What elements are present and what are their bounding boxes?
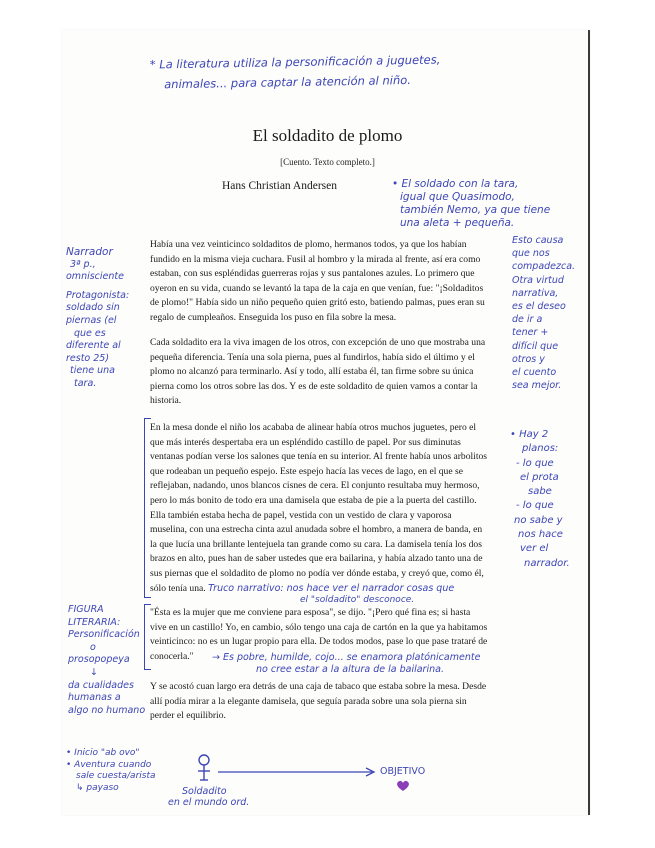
figura-line: da cualidades: [68, 679, 134, 691]
planes-line: nos hace: [518, 529, 563, 541]
virtue-line: otros y: [512, 353, 545, 365]
bottom-left-line: • Inicio "ab ovo": [66, 748, 140, 758]
story-title: El soldadito de plomo: [252, 126, 403, 145]
text-line: oyeron en su vida, cuando se levantó la tapa de la caja en que venían, fue: "¡Soldaditos: [150, 282, 484, 294]
planes-line: no sabe y: [514, 514, 563, 526]
planes-line: - lo que: [516, 457, 554, 469]
text-line: sus piernas que el soldadito de plomo no podía ver dónde estaba, y creyó que, como él,: [150, 567, 484, 579]
planes-line: - lo que: [516, 500, 554, 512]
text-line: Ella también estaba hecha de papel, vestida con un vestido de clara y vaporosa: [150, 509, 452, 521]
figura-line: ↓: [90, 666, 98, 678]
author-note-line: • El soldado con la tara,: [392, 178, 519, 190]
text-line: vive en un castillo! Yo, en cambio, sólo tengo una caja de cartón en la que ya habitamos: [150, 621, 488, 633]
narrator-line: diferente al: [66, 340, 121, 352]
story-author: Hans Christian Andersen: [222, 180, 337, 192]
text-line: reflejaban, nadando, unos blancos cisnes de cera. El conjunto resultaba muy hermoso,: [150, 480, 480, 492]
top-note-line: animales... para captar la atención al niño.: [164, 72, 412, 92]
text-line: que más interés despertaba era un espléndido castillo de papel. Por sus diminutas: [150, 436, 461, 448]
story-subtitle: [Cuento. Texto completo.]: [280, 157, 375, 167]
planes-note: [510, 428, 570, 571]
planes-line: sabe: [528, 486, 552, 498]
paragraph-5: [150, 680, 497, 724]
text-line: ventanas podían verse los salones que tenía en su interior. Al frente había unos arbolitos: [150, 451, 488, 463]
virtue-line: tener +: [512, 327, 549, 339]
figura-line: prosopopeya: [68, 654, 130, 666]
author-note: [392, 178, 550, 230]
bottom-left-line: • Aventura cuando: [66, 759, 152, 770]
top-note: [150, 49, 441, 94]
text-line: de plomo!" Había sido un niño pequeño quien gritó esto, batiendo palmas, pues eran su: [150, 297, 485, 309]
text-line: Había una vez veinticinco soldaditos de plomo, hermanos todos, ya que los habían: [150, 239, 467, 250]
text-line: que rodeaban un pequeño espejo. Este espejo hacía las veces de lago, en el que se: [150, 465, 464, 477]
figura-line: humanas a: [68, 692, 121, 704]
bottom-left-line: ↳ payaso: [76, 782, 119, 793]
narrator-note: [66, 246, 129, 391]
paragraph-1: [150, 238, 497, 326]
author-note-line: igual que Quasimodo,: [400, 191, 515, 203]
text-line: fundido en la misma vieja cuchara. Fusil al hombro y la mirada al frente, así era como: [150, 253, 481, 265]
virtue-line: es el deseo: [512, 301, 566, 313]
narrator-line: Narrador: [66, 246, 113, 258]
narrator-line: omnisciente: [66, 271, 124, 283]
paragraph-3: [150, 421, 497, 596]
text-line: perder el equilibrio.: [150, 710, 226, 722]
diagram-subject-sub: en el mundo ord.: [168, 797, 250, 808]
virtue-note: [512, 234, 575, 392]
diagram-subject: [168, 786, 249, 808]
truco-note-line2: el "soldadito" desconoce.: [300, 595, 415, 605]
virtue-line: Otra virtud: [512, 274, 564, 286]
planes-line: planos:: [522, 443, 559, 455]
text-fragment: sólo tenía una.: [150, 582, 206, 594]
arrow-right-icon: [218, 766, 378, 778]
planes-line: ver el: [520, 543, 549, 555]
text-line: la que lucía una brillante lentejuela tan grande como su cara. La damisela tenía los dos: [150, 538, 482, 550]
text-line: pequeña diferencia. Tenía una sola pierna, pues al fundirlos, había sido el último y el: [150, 351, 475, 363]
figura-line: o: [90, 641, 96, 653]
bottom-left-line: sale cuesta/arista: [76, 771, 156, 781]
text-line: historia.: [150, 395, 182, 407]
text-line: Y se acostó cuan largo era detrás de una caja de tabaco que estaba sobre la mesa. Desde: [150, 681, 487, 692]
humble-note-line: → Es pobre, humilde, cojo... se enamora platónicamente: [212, 652, 481, 663]
narrator-line: soldado sin: [66, 302, 120, 314]
figura-line: Personificación: [68, 629, 140, 641]
diagram-subject-name: Soldadito: [182, 786, 227, 797]
narrator-line: piernas (el: [66, 314, 117, 326]
virtue-line: que nos: [512, 248, 550, 260]
text-fragment: conocerla.": [150, 650, 194, 662]
virtue-line: compadezca.: [512, 261, 576, 273]
author-note-line: una aleta + pequeña.: [400, 217, 515, 229]
narrator-line: 3ª p.,: [70, 258, 96, 270]
virtue-line: Esto causa: [512, 235, 564, 246]
planes-line: el prota: [520, 471, 559, 483]
planes-line: narrador.: [524, 557, 570, 569]
narrator-line: que es: [74, 327, 106, 339]
text-line: pero lo más bonito de todo era una damisela que estaba de pie a la puerta del castillo.: [150, 494, 477, 506]
virtue-line: el cuento: [512, 367, 557, 379]
text-line: veinticinco: no es un lugar propio para ella. De todos modos, pase lo que pase trataré de: [150, 636, 488, 648]
narrator-line: Protagonista:: [66, 289, 130, 301]
truco-note: Truco narrativo: nos hace ver el narrador cosas que: [208, 582, 455, 594]
text-line: allí podía mirar a la elegante damisela, que seguía parada sobre una sola pierna sin: [150, 695, 467, 707]
heart-icon: [396, 780, 410, 792]
author-note-line: también Nemo, ya que tiene: [400, 204, 551, 216]
text-line: plomo no alcanzó para terminarlo. Así y todo, allí estaba él, tan firme sobre su única: [150, 366, 474, 378]
humble-note: [212, 652, 480, 676]
text-line: pierna como los otros sobre las dos. Y es de este soldadito de quien vamos a contar la: [150, 380, 478, 392]
narrator-line: tiene una: [70, 365, 115, 377]
virtue-line: de ir a: [512, 314, 543, 326]
text-line: "Ésta es la mujer que me conviene para esposa", se dijo. "¡Pero qué fina es; si hasta: [150, 607, 471, 618]
soldier-figure-icon: [196, 754, 212, 784]
virtue-line: sea mejor.: [512, 380, 562, 392]
narrator-line: resto 25): [66, 352, 110, 364]
text-line: estaban, con sus espléndidas guerreras rojas y sus pantalones azules. Lo primero que: [150, 268, 475, 280]
text-line: muselina, con una estrecha cinta azul anudada sobre el hombro, a manera de banda, en: [150, 524, 483, 536]
humble-note-line: no cree estar a la altura de la bailarina.: [256, 664, 444, 675]
virtue-line: narrativa,: [512, 287, 559, 299]
figura-line: algo no humano: [68, 704, 146, 716]
text-line: Cada soldadito era la viva imagen de los otros, con excepción de uno que mostraba una: [150, 337, 486, 348]
text-line: brazos en alto, pues han de saber ustedes que era bailarina, y había alzado tanto una de: [150, 553, 483, 565]
virtue-line: difícil que: [512, 340, 559, 352]
figura-note: [68, 604, 145, 717]
planes-line: • Hay 2: [510, 429, 549, 440]
diagram-objective: OBJETIVO: [380, 766, 426, 777]
figura-line: LITERARIA:: [68, 616, 121, 628]
paragraph-2: [150, 336, 497, 409]
figura-line: FIGURA: [68, 604, 104, 615]
bottom-left-note: [66, 748, 156, 794]
text-line: regalo de cumpleaños. Enseguida los puso en fila sobre la mesa.: [150, 311, 397, 323]
text-line: En la mesa donde el niño los acababa de alinear había otros muchos juguetes, pero el: [150, 422, 477, 433]
narrator-line: tara.: [74, 377, 97, 389]
top-note-line: * La literatura utiliza la personificación a juguetes,: [149, 52, 441, 72]
